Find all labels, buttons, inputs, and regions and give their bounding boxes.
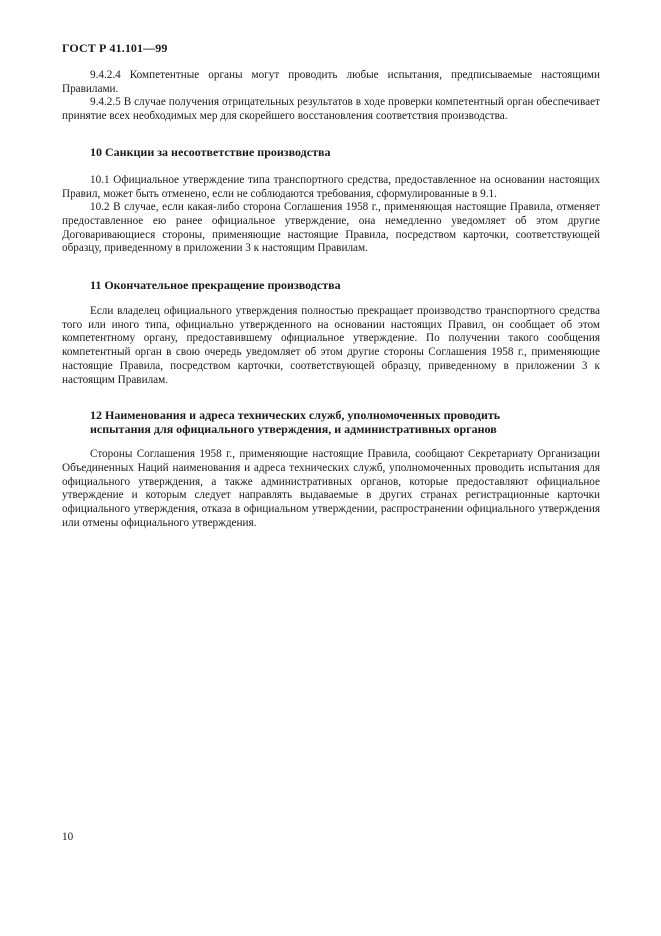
section-12-heading	[62, 408, 600, 436]
paragraph-12: Стороны Соглашения 1958 г., применяющие настоящие Правила, сообщают Секретариату Организации Объединенных Наций наименования и адреса технических служб, уполномоченных проводить испытания для официального утверждения, а также административных органов, которые предоставляют официальное утверждение и которым следует направлять выдаваемые в других странах регистрационные карточки официального утверждения, отказа в официальном утверждении, распространении официального утверждения или отмены официального утверждения.	[62, 448, 600, 529]
page-content	[62, 69, 600, 530]
section-11-heading: 11 Окончательное прекращение производства	[90, 278, 341, 293]
paragraph-9-4-2-5: 9.4.2.5 В случае получения отрицательных результатов в ходе проверки компетентный орган обеспечивает принятие всех необходимых мер для скорейшего восстановления соответствия производства.	[62, 96, 600, 123]
page-number: 10	[62, 831, 74, 843]
paragraph-10-1: 10.1 Официальное утверждение типа транспортного средства, предоставленное на основании настоящих Правил, может быть отменено, если не соблюдаются требования, сформулированные в 9.1.	[62, 173, 600, 200]
paragraph-10-2: 10.2 В случае, если какая-либо сторона Соглашения 1958 г., применяющая настоящие Правила, отменяет предоставленное ею ранее официальное утверждение, она немедленно уведомляет об этом другие Договаривающиеся стороны, применяющие настоящие Правила, посредством карточки, соответствующей образцу, приведенному в приложении 3 к настоящим Правилам.	[62, 201, 600, 255]
section-12-heading-line1: 12 Наименования и адреса технических служб, уполномоченных проводить	[90, 408, 501, 423]
paragraph-11: Если владелец официального утверждения полностью прекращает производство транспортного средства того или иного типа, официально утвержденного на основании настоящих Правил, он сообщает об этом компетентному органу, предоставившему официальное утверждение. По получении такого сообщения компетентный орган в свою очередь уведомляет об этом другие стороны Соглашения 1958 г., применяющие настоящие Правила, посредством карточки, соответствующей образцу, приведенному в приложении 3 к настоящим Правилам.	[62, 305, 600, 386]
paragraph-9-4-2-4: 9.4.2.4 Компетентные органы могут проводить любые испытания, предписываемые настоящими Правилами.	[62, 69, 600, 95]
section-10-heading: 10 Санкции за несоответствие производства	[90, 144, 331, 159]
document-code-header: ГОСТ Р 41.101—99	[62, 41, 168, 55]
section-12-heading-line2: испытания для официального утверждения, и административных органов	[90, 422, 497, 437]
